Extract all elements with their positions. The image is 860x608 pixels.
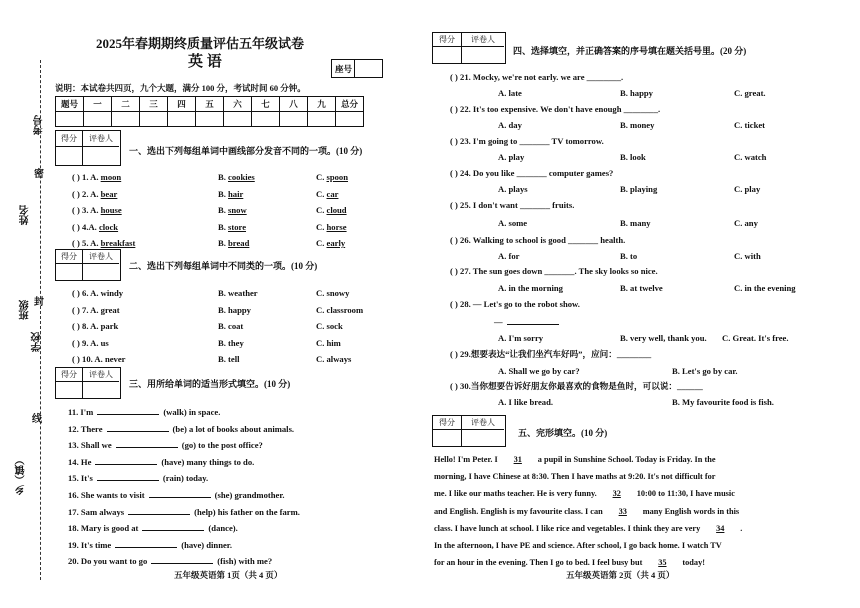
passage-text: for an hour in the evening. Then I go to bed. I feel busy but (434, 558, 643, 568)
option-c-wrap (316, 222, 347, 232)
option-a: breakfast (100, 238, 136, 248)
question-number: ( ) 4.A. (72, 221, 99, 232)
question-text: 13. Shall we (68, 440, 112, 451)
option-a: moon (100, 172, 122, 182)
option-b: B. at twelve (620, 283, 663, 293)
score-table (55, 96, 364, 127)
footer-page1: 五年级英语第 1页（共 4 页） (174, 570, 283, 580)
score-header-cell: 三 (140, 97, 168, 112)
option-c: C. classroom (316, 304, 364, 315)
score-cell[interactable] (84, 112, 112, 127)
question-text: 17. Sam always (68, 506, 125, 517)
cloze-blank[interactable]: 32 (612, 489, 621, 499)
answer-blank[interactable] (97, 406, 159, 415)
dash-row (494, 316, 559, 327)
option-a: A. play (498, 152, 525, 162)
option-c-prefix: C. (316, 188, 327, 199)
option-c: C. sock (316, 321, 343, 331)
instructions: 说明：本试卷共四页，九个大题，满分 100 分，考试时间 60 分钟。 (55, 83, 306, 93)
question-hint: (go) to the post office? (181, 440, 263, 451)
answer-blank[interactable] (115, 539, 177, 548)
passage-text: a pupil in Sunshine School. Today is Friday. In the (537, 455, 716, 464)
passage-text: and English. English is my favourite class. I can (434, 506, 603, 516)
score-header-cell: 八 (280, 97, 308, 112)
option-b-prefix: B. (218, 188, 229, 199)
option-c-prefix: C. (316, 205, 327, 215)
option-b: B. Let's go by car. (672, 366, 738, 376)
score-cell[interactable] (196, 112, 224, 127)
question-hint: (walk) in space. (163, 407, 221, 417)
option-b: B. they (218, 337, 244, 348)
option-b: B. many (620, 218, 651, 228)
grader-box-1: 得分 评卷人 (55, 130, 121, 166)
question-text: 15. It's (68, 473, 93, 484)
grader-box-4: 得分 评卷人 (432, 32, 506, 64)
option-c: cloud (326, 205, 347, 215)
passage-line (434, 507, 739, 516)
passage-line (434, 455, 716, 464)
passage-text: Hello! I'm Peter. I (434, 455, 498, 464)
option-b: snow (228, 205, 247, 215)
question-hint: (help) his father on the farm. (194, 506, 300, 517)
question-text: ( ) 22. It's too expensive. We don't have enough ________. (450, 104, 661, 114)
score-header-cell: 总分 (336, 97, 364, 112)
question-number: ( ) 3. A. (72, 205, 101, 215)
fill-blank-row (68, 555, 272, 566)
answer-blank[interactable] (116, 439, 178, 448)
fill-blank-row (68, 489, 285, 500)
option-c-prefix: C. (316, 221, 327, 232)
passage-text: today! (682, 558, 705, 568)
question-text: ( ) 30.当你想要告诉好朋友你最喜欢的食物是鱼时，可以说：______ (450, 381, 703, 391)
section1-row (72, 205, 122, 215)
score-header-cell: 七 (252, 97, 280, 112)
score-cell[interactable] (280, 112, 308, 127)
option-c: C. any (734, 218, 758, 228)
passage-line (434, 472, 716, 481)
question-text: 12. There (68, 423, 103, 434)
score-header-cell: 九 (308, 97, 336, 112)
option-a: A. for (498, 251, 520, 261)
subject-title: 英 语 (188, 54, 222, 70)
question-text: ( ) 23. I'm going to _______ TV tomorrow. (450, 136, 604, 146)
answer-blank[interactable] (107, 423, 169, 432)
option-c: C. in the evening (734, 283, 796, 293)
score-header-cell: 四 (168, 97, 196, 112)
question-text: 18. Mary is good at (68, 523, 139, 534)
dash: — (494, 317, 503, 327)
option-b: B. money (620, 120, 655, 130)
option-b: B. tell (218, 354, 240, 364)
fill-blank-row (68, 539, 232, 550)
score-cell[interactable] (252, 112, 280, 127)
option-c-wrap (316, 189, 338, 199)
option-c-prefix: C. (316, 172, 327, 182)
answer-blank[interactable] (128, 506, 190, 515)
passage-text: many English words in this (642, 506, 740, 516)
option-b: bread (228, 238, 250, 248)
option-c: C. him (316, 337, 341, 348)
question-row: ( ) 9. A. us (72, 337, 109, 348)
question-number: ( ) 1. A. (72, 172, 101, 182)
section1-title: 一、选出下列每组单词中画线部分发音不同的一项。(10 分) (129, 146, 363, 156)
question-hint: (rain) today. (162, 473, 209, 484)
option-b: B. very well, thank you. (620, 333, 707, 343)
passage-line (434, 541, 722, 550)
passage-line (434, 524, 742, 533)
option-c: horse (326, 221, 347, 232)
answer-blank[interactable] (507, 316, 559, 325)
passage-text: 10:00 to 11:30, I have music (636, 489, 735, 499)
seat-label: 座号 (335, 64, 353, 74)
question-hint: (fish) with me? (217, 556, 273, 567)
fill-blank-row (68, 522, 238, 533)
option-c-prefix: C. (316, 238, 327, 248)
option-b: cookies (228, 172, 255, 182)
binding-xiang: 乡（镇） (16, 455, 27, 495)
exam-title: 2025年春期期终质量评估五年级试卷 (96, 36, 305, 51)
cloze-blank[interactable]: 34 (716, 523, 725, 533)
score-header-cell: 二 (112, 97, 140, 112)
fill-blank-row (68, 406, 220, 417)
fill-blank-row (68, 423, 294, 434)
question-text: ( ) 28. — Let's go to the robot show. (450, 299, 580, 309)
question-number: ( ) 5. A. (72, 238, 101, 248)
section1-row (72, 172, 121, 182)
question-text: ( ) 25. I don't want _______ fruits. (450, 200, 575, 210)
score-header-cell: 六 (224, 97, 252, 112)
binding-mi: 密 (34, 169, 44, 180)
binding-xian: 线 (32, 414, 42, 425)
question-text: 20. Do you want to go (68, 556, 148, 567)
score-cell[interactable] (56, 112, 84, 127)
question-text: 19. It's time (68, 539, 112, 550)
option-b: B. weather (218, 288, 258, 298)
question-hint: (have) many things to do. (161, 456, 255, 467)
cloze-blank[interactable]: 31 (513, 455, 522, 464)
option-a: A. day (498, 120, 522, 130)
passage-text: morning, I have Chinese at 8:30. Then I have maths at 9:20. It's not difficult for (434, 472, 716, 482)
question-text: ( ) 26. Walking to school is good _______ health. (450, 235, 626, 245)
passage-line (434, 489, 735, 498)
question-number: ( ) 2. A. (72, 188, 101, 199)
option-c: early (326, 238, 346, 248)
score-cell[interactable] (112, 112, 140, 127)
question-row: ( ) 10. A. never (72, 354, 126, 364)
passage-text: class. I have lunch at school. I like rice and vegetables. I think they are very (434, 523, 701, 533)
option-b-wrap (218, 172, 255, 182)
score-cell[interactable] (168, 112, 196, 127)
option-a: A. I like bread. (498, 397, 553, 407)
option-b: B. My favourite food is fish. (672, 397, 774, 407)
option-b-wrap (218, 189, 243, 199)
section1-row (72, 222, 118, 232)
fill-blank-row (68, 456, 254, 467)
answer-blank[interactable] (151, 555, 213, 564)
option-b: B. to (620, 251, 638, 261)
fill-blank-row (68, 472, 208, 483)
score-header-cell: 一 (84, 97, 112, 112)
answer-blank[interactable] (149, 489, 211, 498)
option-b-prefix: B. (218, 172, 229, 182)
option-b-wrap (218, 222, 246, 232)
question-row: ( ) 7. A. great (72, 304, 120, 315)
option-c: C. always (316, 354, 352, 364)
option-b-wrap (218, 205, 247, 215)
question-text: ( ) 27. The sun goes down _______. The sky looks so nice. (450, 266, 658, 276)
option-c: C. ticket (734, 120, 766, 130)
option-c-wrap (316, 205, 347, 215)
score-cell[interactable] (308, 112, 336, 127)
option-a: A. late (498, 88, 522, 98)
option-a: A. plays (498, 184, 528, 194)
passage-text: In the afternoon, I have PE and science. After school, I go back home. I watch TV (434, 541, 722, 550)
question-text: 16. She wants to visit (68, 490, 145, 500)
question-text: ( ) 21. Mocky, we're not early. we are ________. (450, 72, 624, 82)
option-b: B. happy (218, 304, 251, 315)
cloze-blank[interactable]: 33 (618, 506, 627, 516)
section3-title: 三、用所给单词的适当形式填空。(10 分) (129, 379, 291, 389)
option-b-prefix: B. (218, 205, 229, 215)
option-c: C. play (734, 184, 761, 194)
footer-page2: 五年级英语第 2页（共 4 页） (566, 570, 675, 580)
fill-blank-row (68, 506, 300, 517)
question-row: ( ) 6. A. windy (72, 288, 124, 298)
option-b: store (228, 221, 247, 232)
option-c-wrap (316, 238, 345, 248)
section5-title: 五、完形填空。(10 分) (518, 428, 608, 438)
option-a: house (100, 205, 122, 215)
option-c: car (326, 188, 339, 199)
answer-blank[interactable] (97, 472, 159, 481)
fill-blank-row (68, 439, 263, 450)
section4-title: 四、选择填空，并正确答案的序号填在题关括号里。(20 分) (513, 46, 747, 56)
passage-text: . (740, 523, 743, 533)
option-a: A. some (498, 218, 528, 228)
grader-box-2: 得分 评卷人 (55, 249, 121, 281)
option-b: B. happy (620, 88, 653, 98)
question-hint: (have) dinner. (181, 539, 232, 550)
passage-line (434, 558, 705, 567)
option-b-wrap (218, 238, 249, 248)
answer-blank[interactable] (142, 522, 204, 531)
question-hint: (be) a lot of books about animals. (172, 423, 295, 434)
cloze-blank[interactable]: 35 (658, 558, 667, 568)
question-text: 11. I'm (68, 407, 94, 417)
option-c: C. great. (734, 88, 766, 98)
binding-kaohao: 考号 (34, 115, 45, 135)
score-header-cell: 题号 (56, 97, 84, 112)
score-cell[interactable] (336, 112, 364, 127)
option-b: B. coat (218, 321, 244, 331)
section1-row (72, 189, 117, 199)
question-text: ( ) 29.想要表达“让我们坐汽车好吗”，应问：________ (450, 349, 652, 359)
answer-blank[interactable] (95, 456, 157, 465)
option-b-prefix: B. (218, 238, 229, 248)
binding-feng: 封 (34, 297, 44, 308)
option-b: B. playing (620, 184, 658, 194)
option-c: C. with (734, 251, 761, 261)
option-c: C. watch (734, 152, 767, 162)
binding-xuexiao: 学校 (32, 332, 43, 352)
grader-box-3: 得分 评卷人 (55, 367, 121, 399)
option-c: C. snowy (316, 288, 350, 298)
question-hint: (dance). (208, 523, 238, 534)
option-c: spoon (326, 172, 349, 182)
question-text: 14. He (68, 456, 92, 467)
binding-line (40, 60, 41, 580)
section2-title: 二、选出下列每组单词中不同类的一项。(10 分) (129, 261, 318, 271)
grader-box-5: 得分 评卷人 (432, 415, 506, 447)
seat-number-box[interactable] (331, 59, 383, 78)
option-c-wrap (316, 172, 348, 182)
score-cell[interactable] (224, 112, 252, 127)
option-a: clock (98, 221, 119, 232)
option-a: A. in the morning (498, 283, 563, 293)
question-row: ( ) 8. A. park (72, 321, 119, 331)
option-c: C. Great. It's free. (722, 333, 789, 343)
question-hint: (she) grandmother. (214, 490, 285, 500)
option-a: A. I'm sorry (498, 333, 544, 343)
binding-xingming: 姓名 (20, 205, 31, 225)
option-b-prefix: B. (218, 221, 229, 232)
option-b: B. look (620, 152, 646, 162)
score-header-cell: 五 (196, 97, 224, 112)
score-cell[interactable] (140, 112, 168, 127)
passage-text: me. I like our maths teacher. He is very funny. (434, 489, 597, 499)
binding-banji: 班级 (20, 300, 31, 320)
option-b: hair (228, 188, 244, 199)
section1-row (72, 238, 135, 248)
option-a: A. Shall we go by car? (498, 366, 580, 376)
question-text: ( ) 24. Do you like _______ computer games? (450, 168, 614, 178)
option-a: bear (100, 188, 118, 199)
